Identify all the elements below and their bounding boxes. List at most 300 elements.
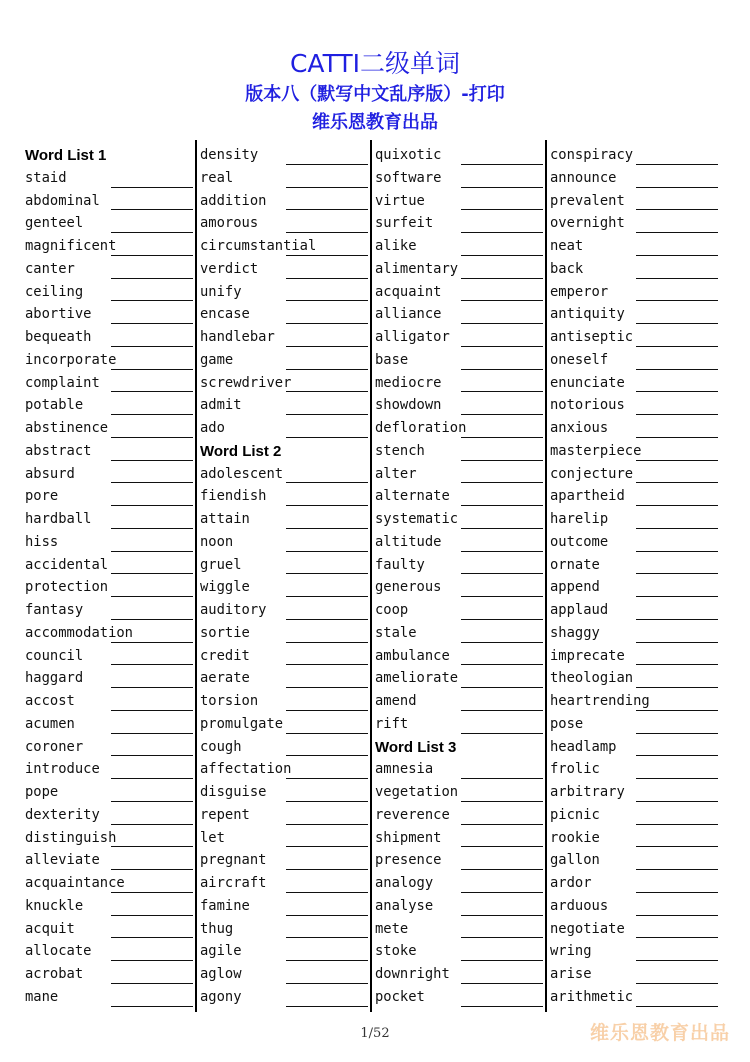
vocab-word: mete: [375, 920, 409, 937]
vocab-word: accommodation: [25, 624, 133, 641]
word-row: [550, 485, 718, 508]
vocab-word: auditory: [200, 602, 267, 618]
word-row: [550, 190, 718, 213]
answer-blank-line: [461, 710, 543, 711]
vocab-word: outcome: [550, 533, 609, 550]
vocab-word: repent: [200, 806, 250, 823]
word-row: [375, 781, 543, 804]
vocab-word: stale: [375, 624, 417, 641]
word-row: [25, 326, 193, 349]
answer-blank-line: [636, 573, 718, 574]
word-row: [375, 645, 543, 668]
word-row: [25, 554, 193, 577]
vocab-word: real: [200, 169, 234, 186]
answer-blank-line: [111, 937, 193, 938]
answer-blank-line: [461, 164, 543, 165]
answer-blank-line: [461, 960, 543, 961]
answer-blank-line: [636, 482, 718, 483]
answer-blank-line: [461, 460, 543, 461]
answer-blank-line: [636, 1006, 718, 1007]
word-row: [550, 781, 718, 804]
word-row: [375, 622, 543, 645]
word-list-heading: [25, 144, 193, 167]
answer-blank-line: [286, 505, 368, 506]
word-row: [25, 849, 193, 872]
answer-blank-line: [286, 892, 368, 893]
answer-blank-line: [636, 187, 718, 188]
answer-blank-line: [636, 437, 718, 438]
word-row: [550, 463, 718, 486]
column-divider: [370, 140, 372, 1012]
vocab-word: headlamp: [550, 738, 617, 755]
word-row: [550, 986, 718, 1009]
vocab-word: ado: [200, 420, 225, 436]
answer-blank-line: [636, 801, 718, 802]
vocab-word: notorious: [550, 397, 625, 414]
answer-blank-line: [111, 505, 193, 506]
answer-blank-line: [111, 369, 193, 370]
vocab-word: acrobat: [25, 966, 84, 982]
answer-blank-line: [461, 619, 543, 620]
vocab-word: negotiate: [550, 920, 625, 937]
answer-blank-line: [111, 915, 193, 916]
word-row: [375, 167, 543, 190]
answer-blank-line: [111, 824, 193, 825]
vocab-word: systematic: [375, 511, 459, 527]
column-divider: [545, 140, 547, 1012]
vocab-word: surfeit: [375, 215, 434, 232]
word-row: [200, 394, 368, 417]
word-row: [550, 963, 718, 986]
vocab-word: defloration: [375, 420, 467, 436]
answer-blank-line: [461, 824, 543, 825]
answer-blank-line: [286, 1006, 368, 1007]
vocab-word: reverence: [375, 806, 450, 823]
vocab-word: aerate: [200, 670, 250, 687]
vocab-word: fantasy: [25, 602, 84, 618]
word-row: [375, 303, 543, 326]
answer-blank-line: [286, 801, 368, 802]
vocab-word: pore: [25, 488, 59, 505]
vocab-word: conjecture: [550, 465, 634, 482]
vocab-word: sortie: [200, 624, 250, 641]
vocab-word: alter: [375, 465, 417, 482]
vocab-word: alternate: [375, 488, 450, 505]
vocab-word: ceiling: [25, 283, 84, 300]
word-row: [200, 872, 368, 895]
vocab-word: arithmetic: [550, 988, 634, 1005]
vocab-word: staid: [25, 169, 67, 186]
word-row: [25, 440, 193, 463]
vocab-word: agony: [200, 988, 242, 1005]
answer-blank-line: [636, 846, 718, 847]
answer-blank-line: [286, 278, 368, 279]
word-row: [200, 281, 368, 304]
word-row: [25, 417, 193, 440]
answer-blank-line: [111, 983, 193, 984]
answer-blank-line: [636, 687, 718, 688]
answer-blank-line: [111, 187, 193, 188]
vocab-word: accidental: [25, 556, 109, 573]
word-row: [25, 895, 193, 918]
word-row: [200, 349, 368, 372]
word-row: [25, 485, 193, 508]
word-row: [550, 713, 718, 736]
vocab-word: frolic: [550, 761, 600, 778]
vocab-word: masterpiece: [550, 442, 642, 459]
answer-blank-line: [461, 573, 543, 574]
answer-blank-line: [111, 755, 193, 756]
vocab-word: analyse: [375, 897, 434, 914]
vocab-word: alimentary: [375, 260, 459, 277]
answer-blank-line: [461, 1006, 543, 1007]
word-row: [550, 645, 718, 668]
vocab-word: arise: [550, 966, 592, 982]
answer-blank-line: [461, 801, 543, 802]
vocab-word: council: [25, 647, 84, 664]
vocab-word: overnight: [550, 215, 625, 232]
answer-blank-line: [286, 391, 368, 392]
word-row: [200, 531, 368, 554]
answer-blank-line: [636, 915, 718, 916]
answer-blank-line: [636, 232, 718, 233]
answer-blank-line: [461, 437, 543, 438]
word-row: [200, 667, 368, 690]
vocab-word: ardor: [550, 875, 592, 891]
answer-blank-line: [111, 846, 193, 847]
word-row: [375, 827, 543, 850]
answer-blank-line: [636, 505, 718, 506]
word-row: [550, 576, 718, 599]
document-subtitle: 版本八（默写中文乱序版）-打印: [245, 84, 505, 105]
answer-blank-line: [461, 209, 543, 210]
vocab-word: acquaintance: [25, 875, 125, 891]
word-row: [25, 804, 193, 827]
word-row: [200, 599, 368, 622]
answer-blank-line: [636, 596, 718, 597]
answer-blank-line: [286, 255, 368, 256]
word-list-heading: [200, 440, 368, 463]
answer-blank-line: [111, 460, 193, 461]
vocab-word: presence: [375, 852, 442, 869]
vocab-word: amnesia: [375, 761, 434, 778]
word-row: [200, 986, 368, 1009]
answer-blank-line: [286, 528, 368, 529]
vocab-word: thug: [200, 920, 234, 937]
vocab-word: software: [375, 169, 442, 186]
word-row: [550, 417, 718, 440]
answer-blank-line: [286, 573, 368, 574]
answer-blank-line: [461, 642, 543, 643]
answer-blank-line: [636, 369, 718, 370]
word-row: [550, 667, 718, 690]
word-row: [375, 190, 543, 213]
answer-blank-line: [461, 482, 543, 483]
vocab-word: ameliorate: [375, 670, 459, 687]
answer-blank-line: [636, 778, 718, 779]
answer-blank-line: [461, 664, 543, 665]
answer-blank-line: [111, 323, 193, 324]
answer-blank-line: [111, 278, 193, 279]
answer-blank-line: [636, 710, 718, 711]
word-row: [550, 235, 718, 258]
answer-blank-line: [286, 778, 368, 779]
word-row: [375, 713, 543, 736]
word-row: [25, 758, 193, 781]
vocab-word: handlebar: [200, 329, 275, 345]
answer-blank-line: [286, 664, 368, 665]
answer-blank-line: [111, 801, 193, 802]
answer-blank-line: [286, 346, 368, 347]
vocab-word: encase: [200, 306, 250, 323]
word-row: [200, 554, 368, 577]
answer-blank-line: [286, 164, 368, 165]
answer-blank-line: [286, 642, 368, 643]
vocab-word: heartrending: [550, 693, 650, 709]
word-row: [25, 667, 193, 690]
answer-blank-line: [636, 619, 718, 620]
word-column-2: [200, 144, 368, 1009]
vocab-word: torsion: [200, 693, 259, 709]
word-row: [25, 258, 193, 281]
vocab-word: downright: [375, 966, 450, 982]
vocab-word: amend: [375, 693, 417, 709]
vocab-word: pose: [550, 715, 584, 732]
word-row: [550, 690, 718, 713]
vocab-word: stoke: [375, 943, 417, 960]
word-row: [550, 758, 718, 781]
word-row: [200, 463, 368, 486]
vocab-word: canter: [25, 260, 75, 277]
word-row: [25, 372, 193, 395]
word-row: [25, 827, 193, 850]
answer-blank-line: [636, 664, 718, 665]
word-row: [200, 849, 368, 872]
vocab-word: distinguish: [25, 829, 117, 846]
answer-blank-line: [461, 187, 543, 188]
vocab-word: promulgate: [200, 715, 284, 732]
word-row: [200, 895, 368, 918]
word-row: [200, 326, 368, 349]
answer-blank-line: [286, 983, 368, 984]
vocab-word: potable: [25, 397, 84, 414]
vocab-word: verdict: [200, 260, 259, 277]
answer-blank-line: [461, 778, 543, 779]
vocab-word: shaggy: [550, 624, 600, 641]
word-row: [375, 531, 543, 554]
answer-blank-line: [286, 482, 368, 483]
vocab-word: attain: [200, 511, 250, 527]
word-row: [25, 872, 193, 895]
word-row: [25, 645, 193, 668]
word-row: [25, 599, 193, 622]
vocab-word: enunciate: [550, 374, 625, 391]
word-row: [200, 144, 368, 167]
answer-blank-line: [286, 915, 368, 916]
vocab-word: shipment: [375, 829, 442, 846]
word-row: [25, 394, 193, 417]
answer-blank-line: [286, 323, 368, 324]
answer-blank-line: [111, 414, 193, 415]
answer-blank-line: [286, 551, 368, 552]
vocab-word: aglow: [200, 966, 242, 982]
word-list-heading-text: Word List 1: [25, 147, 107, 164]
word-row: [550, 531, 718, 554]
answer-blank-line: [636, 983, 718, 984]
answer-blank-line: [286, 869, 368, 870]
answer-blank-line: [286, 209, 368, 210]
vocab-word: arduous: [550, 897, 609, 914]
answer-blank-line: [111, 551, 193, 552]
answer-blank-line: [111, 1006, 193, 1007]
page-number: 1/52: [360, 1026, 390, 1041]
word-list-heading-text: Word List 2: [200, 442, 282, 460]
vocab-word: emperor: [550, 283, 609, 300]
answer-blank-line: [461, 414, 543, 415]
vocab-word: announce: [550, 169, 617, 186]
word-row: [550, 303, 718, 326]
answer-blank-line: [636, 278, 718, 279]
word-row: [25, 531, 193, 554]
vocab-word: mane: [25, 988, 59, 1005]
answer-blank-line: [286, 369, 368, 370]
answer-blank-line: [461, 733, 543, 734]
word-row: [25, 235, 193, 258]
vocab-word: antiseptic: [550, 329, 634, 345]
answer-blank-line: [111, 232, 193, 233]
vocab-word: coop: [375, 602, 409, 618]
vocab-word: cough: [200, 738, 242, 755]
vocab-word: quixotic: [375, 147, 442, 163]
word-row: [550, 918, 718, 941]
word-column-3: [375, 144, 543, 1009]
column-divider: [195, 140, 197, 1012]
vocab-word: neat: [550, 238, 584, 254]
vocab-word: amorous: [200, 215, 259, 232]
vocab-word: rift: [375, 715, 409, 732]
watermark-logo: 维乐恩教育出品: [589, 1022, 730, 1044]
vocab-word: complaint: [25, 374, 100, 391]
answer-blank-line: [111, 300, 193, 301]
answer-blank-line: [461, 528, 543, 529]
word-row: [375, 918, 543, 941]
answer-blank-line: [286, 960, 368, 961]
word-list-heading-text: Word List 3: [375, 738, 457, 756]
vocab-word: anxious: [550, 420, 609, 436]
word-row: [375, 440, 543, 463]
vocab-word: protection: [25, 579, 109, 596]
vocab-word: imprecate: [550, 647, 625, 664]
answer-blank-line: [461, 551, 543, 552]
vocab-word: back: [550, 260, 584, 277]
word-row: [375, 963, 543, 986]
vocab-word: screwdriver: [200, 374, 292, 391]
vocab-word: affectation: [200, 761, 292, 778]
vocab-word: magnificent: [25, 238, 117, 254]
answer-blank-line: [461, 915, 543, 916]
answer-blank-line: [111, 437, 193, 438]
word-row: [200, 736, 368, 759]
vocab-word: wiggle: [200, 579, 250, 596]
vocab-word: alleviate: [25, 852, 100, 869]
word-row: [25, 463, 193, 486]
vocab-word: admit: [200, 397, 242, 414]
word-row: [375, 599, 543, 622]
vocab-word: apartheid: [550, 488, 625, 505]
answer-blank-line: [111, 778, 193, 779]
answer-blank-line: [636, 255, 718, 256]
answer-blank-line: [286, 710, 368, 711]
vocab-word: agile: [200, 943, 242, 960]
word-row: [25, 986, 193, 1009]
word-row: [375, 895, 543, 918]
answer-blank-line: [461, 983, 543, 984]
answer-blank-line: [461, 369, 543, 370]
word-row: [550, 144, 718, 167]
word-row: [375, 212, 543, 235]
word-row: [375, 667, 543, 690]
answer-blank-line: [111, 596, 193, 597]
answer-blank-line: [636, 869, 718, 870]
word-row: [200, 645, 368, 668]
answer-blank-line: [636, 164, 718, 165]
vocab-word: append: [550, 579, 600, 596]
word-row: [550, 258, 718, 281]
answer-blank-line: [636, 892, 718, 893]
word-row: [550, 349, 718, 372]
answer-blank-line: [461, 846, 543, 847]
vocab-word: game: [200, 351, 234, 368]
word-row: [200, 190, 368, 213]
vocab-word: abstinence: [25, 420, 109, 436]
word-row: [25, 303, 193, 326]
answer-blank-line: [461, 892, 543, 893]
vocab-word: alike: [375, 238, 417, 254]
vocab-word: pregnant: [200, 852, 267, 869]
answer-blank-line: [286, 596, 368, 597]
vocab-word: alligator: [375, 329, 450, 345]
vocab-word: adolescent: [200, 465, 284, 482]
vocab-word: circumstantial: [200, 238, 317, 254]
answer-blank-line: [636, 300, 718, 301]
answer-blank-line: [461, 300, 543, 301]
answer-blank-line: [111, 960, 193, 961]
answer-blank-line: [636, 414, 718, 415]
word-row: [25, 190, 193, 213]
word-row: [375, 986, 543, 1009]
word-row: [200, 167, 368, 190]
answer-blank-line: [461, 278, 543, 279]
word-row: [550, 895, 718, 918]
vocab-word: unify: [200, 283, 242, 300]
vocab-word: gruel: [200, 556, 242, 573]
word-row: [25, 713, 193, 736]
answer-blank-line: [111, 892, 193, 893]
answer-blank-line: [286, 414, 368, 415]
document-publisher: 维乐恩教育出品: [312, 112, 438, 133]
word-row: [375, 235, 543, 258]
vocab-word: disguise: [200, 784, 267, 800]
vocab-word: acumen: [25, 715, 75, 732]
vocab-word: aircraft: [200, 875, 267, 891]
answer-blank-line: [461, 323, 543, 324]
answer-blank-line: [636, 733, 718, 734]
vocab-word: fiendish: [200, 488, 267, 505]
word-row: [375, 872, 543, 895]
answer-blank-line: [286, 755, 368, 756]
answer-blank-line: [636, 824, 718, 825]
word-row: [25, 918, 193, 941]
